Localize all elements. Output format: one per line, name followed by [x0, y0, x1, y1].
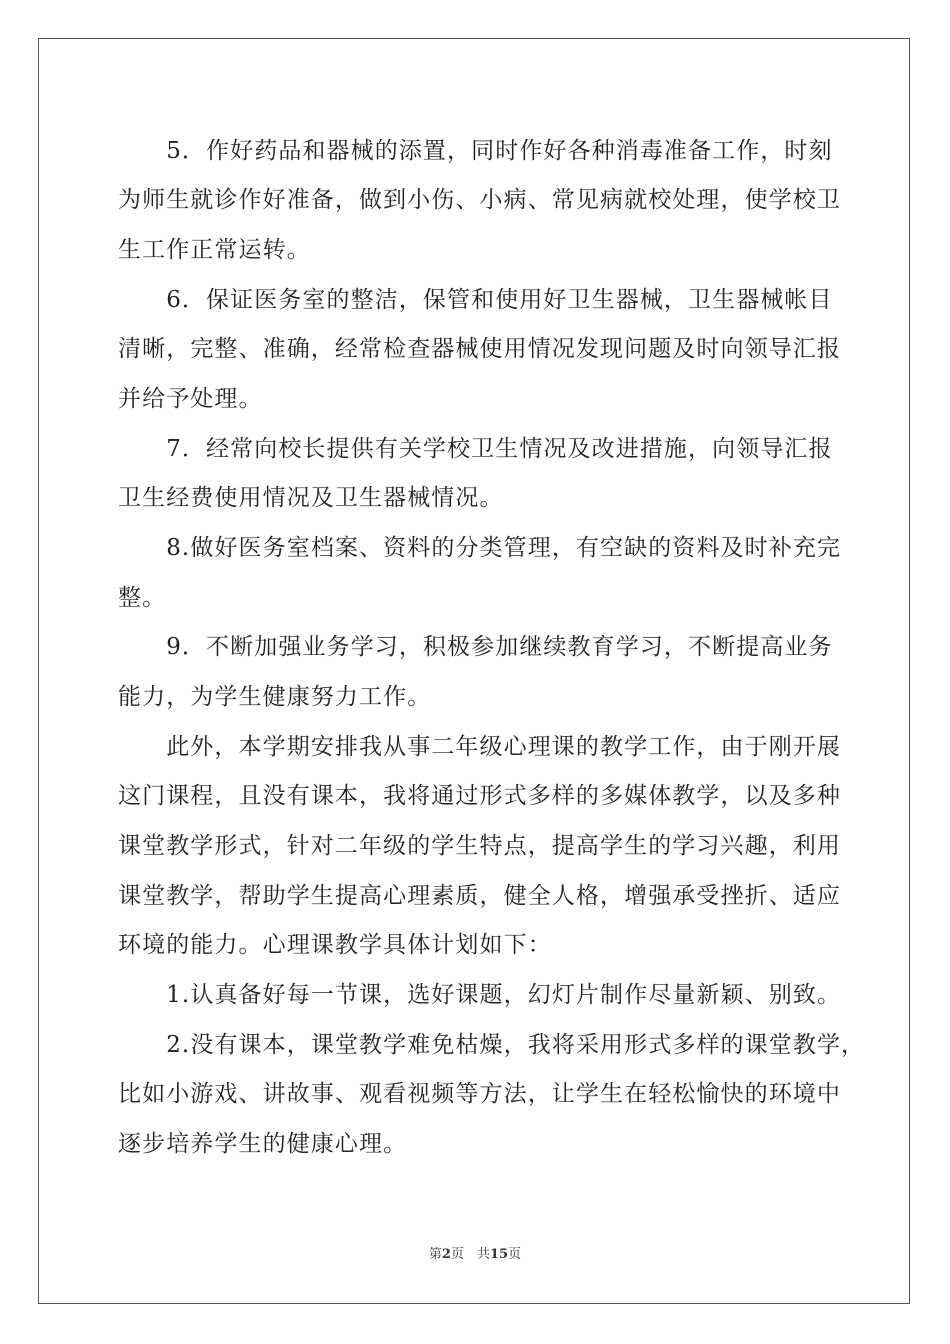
text-line: 整。	[118, 585, 167, 611]
text-line: 比如小游戏、讲故事、观看视频等方法，让学生在轻松愉快的环境中	[118, 1081, 841, 1107]
text-line: 逐步培养学生的健康心理。	[118, 1131, 408, 1157]
page-mid-text: 页 共	[450, 1247, 490, 1262]
text-line: 7．经常向校长提供有关学校卫生情况及改进措施，向领导汇报	[118, 436, 833, 462]
text-line: 清晰，完整、准确，经常检查器械使用情况发现问题及时向领导汇报	[118, 336, 841, 362]
page-suffix: 页	[508, 1247, 522, 1262]
text-line: 9．不断加强业务学习，积极参加继续教育学习，不断提高业务	[118, 634, 833, 660]
text-line: 并给予处理。	[118, 386, 263, 412]
text-line: 8.做好医务室档案、资料的分类管理，有空缺的资料及时补充完	[118, 535, 842, 561]
page-border	[38, 38, 910, 1304]
text-line: 生工作正常运转。	[118, 237, 311, 263]
text-line: 2.没有课本，课堂教学难免枯燥，我将采用形式多样的课堂教学，	[118, 1032, 866, 1058]
text-line: 5．作好药品和器械的添置，同时作好各种消毒准备工作，时刻	[118, 138, 833, 164]
text-line: 课堂教学形式，针对二年级的学生特点，提高学生的学习兴趣，利用	[118, 833, 841, 859]
page-footer	[0, 1246, 950, 1264]
text-line: 6．保证医务室的整洁，保管和使用好卫生器械，卫生器械帐目	[118, 287, 833, 313]
text-line: 课堂教学，帮助学生提高心理素质，健全人格，增强承受挫折、适应	[118, 883, 841, 909]
total-page-count: 15	[489, 1247, 509, 1262]
text-line: 能力，为学生健康努力工作。	[118, 684, 432, 710]
text-line: 此外，本学期安排我从事二年级心理课的教学工作，由于刚开展	[118, 734, 841, 760]
current-page-number: 2	[441, 1247, 451, 1262]
page-prefix: 第	[428, 1247, 442, 1262]
text-line: 这门课程，且没有课本，我将通过形式多样的多媒体教学，以及多种	[118, 783, 841, 809]
text-line: 环境的能力。心理课教学具体计划如下：	[118, 932, 552, 958]
text-line: 为师生就诊作好准备，做到小伤、小病、常见病就校处理，使学校卫	[118, 187, 841, 213]
text-line: 1.认真备好每一节课，选好课题，幻灯片制作尽量新颖、别致。	[118, 982, 842, 1008]
text-line: 卫生经费使用情况及卫生器械情况。	[118, 485, 504, 511]
